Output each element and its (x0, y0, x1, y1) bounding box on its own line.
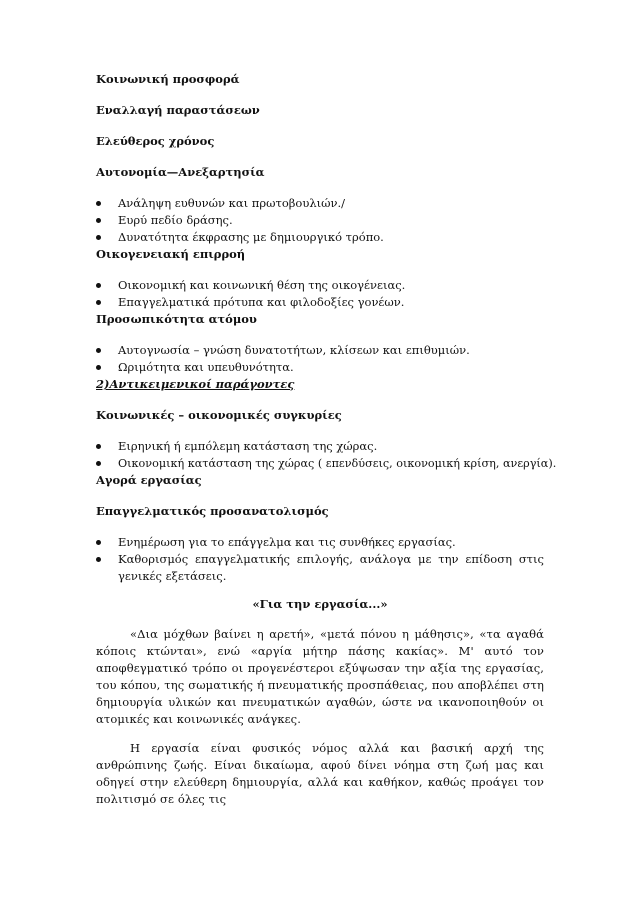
heading-social-offer: Κοινωνική προσφορά (96, 72, 240, 86)
heading-family-influence: Οικογενειακή επιρροή (96, 247, 246, 261)
list-item: Ανάληψη ευθυνών και πρωτοβουλιών./ (96, 195, 544, 212)
list-item: Ευρύ πεδίο δράσης. (96, 212, 544, 229)
heading-role-change: Εναλλαγή παραστάσεων (96, 103, 260, 117)
socioeconomic-list (96, 438, 557, 472)
bullet-icon (96, 557, 101, 562)
bullet-icon (96, 283, 101, 288)
personality-list (96, 342, 544, 376)
guidance-list (96, 534, 544, 585)
list-item: Επαγγελματικά πρότυπα και φιλοδοξίες γονέων. (96, 294, 544, 311)
heading-labor-market: Αγορά εργασίας (96, 473, 202, 487)
bullet-icon (96, 365, 101, 370)
list-item: Δυνατότητα έκφρασης με δημιουργικό τρόπο. (96, 229, 544, 246)
heading-autonomy: Αυτονομία—Ανεξαρτησία (96, 165, 265, 179)
bullet-icon (96, 444, 101, 449)
heading-career-guidance: Επαγγελματικός προσανατολισμός (96, 504, 329, 518)
heading-socioeconomic: Κοινωνικές – οικονομικές συγκυρίες (96, 408, 342, 422)
list-item: Καθορισμός επαγγελματικής επιλογής, ανάλογα με την επίδοση στις γενικές εξετάσεις. (96, 551, 544, 585)
heading-free-time: Ελεύθερος χρόνος (96, 134, 215, 148)
list-item: Ενημέρωση για το επάγγελμα και τις συνθήκες εργασίας. (96, 534, 544, 551)
paragraph-2: Η εργασία είναι φυσικός νόμος αλλά και βασική αρχή της ανθρώπινης ζωής. Είναι δικαίωμα, αφού δίνει νόημα στη ζωή μας και οδηγεί στην ελεύθερη δημιουργία, αλλά και καθήκον, καθώς προάγει τον πολιτισμό σε όλες τις (96, 741, 544, 806)
family-list (96, 277, 544, 311)
bullet-icon (96, 300, 101, 305)
heading-personality: Προσωπικότητα ατόμου (96, 312, 257, 326)
bullet-icon (96, 348, 101, 353)
list-item: Ειρηνική ή εμπόλεμη κατάσταση της χώρας. (96, 438, 544, 455)
essay-title: «Για την εργασία...» (252, 597, 388, 611)
document-page (96, 71, 557, 808)
list-item: Ωριμότητα και υπευθυνότητα. (96, 359, 544, 376)
bullet-icon (96, 540, 101, 545)
list-item: Οικονομική και κοινωνική θέση της οικογένειας. (96, 277, 544, 294)
list-item: Οικονομική κατάσταση της χώρας ( επενδύσεις, οικονομική κρίση, ανεργία). (96, 455, 544, 472)
list-item: Αυτογνωσία – γνώση δυνατοτήτων, κλίσεων και επιθυμιών. (96, 342, 544, 359)
autonomy-list (96, 195, 544, 246)
heading-objective-factors: 2)Αντικειμενικοί παράγοντες (96, 377, 295, 391)
bullet-icon (96, 201, 101, 206)
paragraph-1: «Δια μόχθων βαίνει η αρετή», «μετά πόνου η μάθησις», «τα αγαθά κόποις κτώνται», ενώ «αργία μήτηρ πάσης κακίας». Μ' αυτό τον αποφθεγματικό τρόπο οι προγενέστεροι εξύψωσαν την αξία της εργασίας, του κόπου, της σωματικής ή πνευματικής προσπάθειας, που αποβλέπει στη δημιουργία υλικών και πνευματικών αγαθών, ώστε να ικανοποιηθούν οι ατομικές και κοινωνικές ανάγκες. (96, 627, 544, 726)
bullet-icon (96, 235, 101, 240)
bullet-icon (96, 218, 101, 223)
bullet-icon (96, 461, 101, 466)
